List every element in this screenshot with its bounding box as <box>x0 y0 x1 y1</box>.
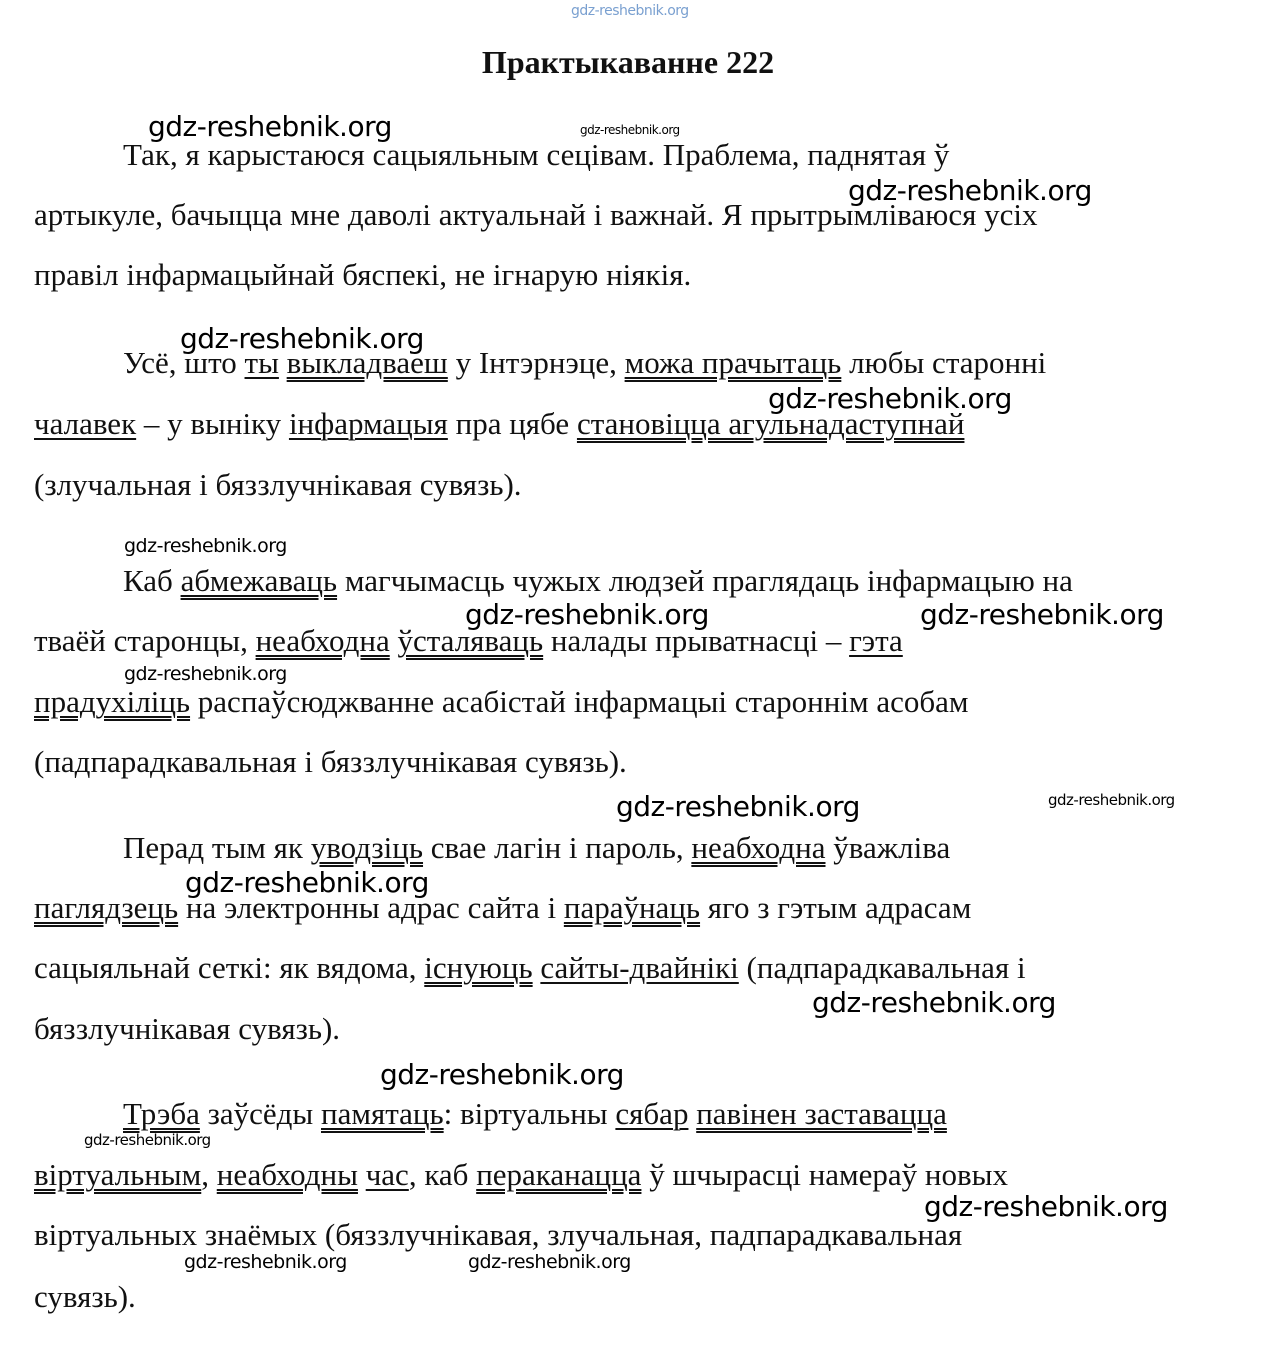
text-segment: ўважліва <box>825 830 951 865</box>
text-line <box>34 255 691 295</box>
watermark: gdz-reshebnik.org <box>580 123 680 137</box>
text-line <box>34 1009 340 1049</box>
text-line <box>34 948 1026 988</box>
text-segment: свае лагін і пароль, <box>423 830 692 865</box>
text-line <box>34 1155 1008 1195</box>
text-segment: (падпарадкавальная і бяззлучнікавая сувязь). <box>34 744 627 779</box>
predicate-underlined: памятаць <box>321 1096 444 1131</box>
subject-underlined: час <box>365 1157 409 1192</box>
text-line <box>34 1277 136 1317</box>
watermark: gdz-reshebnik.org <box>768 382 1012 415</box>
predicate-underlined: можа прачытаць <box>624 345 842 380</box>
text-segment: налады прыватнасці – <box>543 623 850 658</box>
watermark: gdz-reshebnik.org <box>84 1131 211 1149</box>
text-segment: артыкуле, бачыцца мне даволі актуальнай і важнай. Я прытрымліваюся усіх <box>34 197 1038 232</box>
watermark: gdz-reshebnik.org <box>848 174 1092 207</box>
text-line <box>34 682 969 722</box>
page-title: Практыкаванне 222 <box>481 44 775 80</box>
text-segment: сацыяльнай сеткі: як вядома, <box>34 950 425 985</box>
text-line <box>34 742 627 782</box>
subject-underlined: сайты-двайнікі <box>540 950 739 985</box>
text-line <box>34 465 522 505</box>
predicate-underlined: прадухіліць <box>34 684 191 719</box>
text-segment: распаўсюджванне асабістай інфармацыі старонні​м асобам <box>190 684 969 719</box>
predicate-underlined: выкладваеш <box>286 345 448 380</box>
watermark: gdz-reshebnik.org <box>812 986 1056 1019</box>
watermark: gdz-reshebnik.org <box>924 1190 1168 1223</box>
text-segment: у Інтэрнэце, <box>447 345 625 380</box>
text-segment: – у выніку <box>136 406 289 441</box>
predicate-underlined: віртуальным <box>34 1157 202 1192</box>
predicate-underlined: пераканацца <box>476 1157 642 1192</box>
text-segment: тваёй старонцы, <box>34 623 256 658</box>
predicate-underlined: павінен заставацца <box>696 1096 947 1131</box>
text-segment: : віртуальны <box>443 1096 616 1131</box>
predicate-underlined: неабходна <box>691 830 826 865</box>
text-line <box>34 888 971 928</box>
watermark: gdz-reshebnik.org <box>124 663 287 685</box>
watermark: gdz-reshebnik.org <box>920 598 1164 631</box>
text-segment: Каб <box>123 563 181 598</box>
text-segment: бяззлучнікавая сувязь). <box>34 1011 341 1046</box>
watermark: gdz-reshebnik.org <box>148 110 392 143</box>
predicate-underlined: паглядзець <box>34 890 179 925</box>
text-segment: на электронны адрас сайта і <box>178 890 564 925</box>
text-line <box>123 1094 947 1134</box>
text-segment: Перад тым як <box>123 830 311 865</box>
watermark: gdz-reshebnik.org <box>124 535 287 557</box>
text-line <box>123 561 1073 601</box>
predicate-underlined: неабходна <box>255 623 390 658</box>
text-segment: , каб <box>408 1157 477 1192</box>
predicate-underlined: абмежаваць <box>180 563 338 598</box>
text-segment: ў шчырасці намераў новых <box>641 1157 1008 1192</box>
watermark: gdz-reshebnik.org <box>185 866 429 899</box>
text-segment: (злучальная і бяззлучнікавая сувязь). <box>34 467 522 502</box>
text-segment: сувязь). <box>34 1279 136 1314</box>
watermark: gdz-reshebnik.org <box>380 1058 624 1091</box>
predicate-underlined: становіцца агульнадаступнай <box>576 406 965 441</box>
subject-underlined: чалавек <box>34 406 137 441</box>
text-segment: магчымасць чужых людзей праглядаць інфармацыю на <box>337 563 1073 598</box>
watermark: gdz-reshebnik.org <box>180 322 424 355</box>
text-segment: , <box>201 1157 217 1192</box>
text-segment: Так, я карыстаюся сацыяльным сецівам. Праблема, паднятая ў <box>123 137 950 172</box>
watermark: gdz-reshebnik.org <box>571 3 689 19</box>
text-segment <box>358 1157 366 1192</box>
watermark: gdz-reshebnik.org <box>1048 791 1175 809</box>
text-segment: любы староннi <box>841 345 1047 380</box>
watermark: gdz-reshebnik.org <box>184 1251 347 1273</box>
predicate-underlined: Трэба <box>123 1096 200 1131</box>
watermark: gdz-reshebnik.org <box>616 790 860 823</box>
predicate-underlined: існуюць <box>424 950 533 985</box>
subject-underlined: ты <box>244 345 279 380</box>
text-segment: (падпарадкавальная і <box>738 950 1026 985</box>
watermark: gdz-reshebnik.org <box>468 1251 631 1273</box>
subject-underlined: гэта <box>849 623 903 658</box>
predicate-underlined: неабходны <box>216 1157 358 1192</box>
text-segment: пра цябе <box>447 406 577 441</box>
watermark: gdz-reshebnik.org <box>465 598 709 631</box>
text-segment: правіл інфармацыйнай бяспекі, не ігнарую ніякія. <box>34 257 692 292</box>
text-line <box>34 1215 962 1255</box>
subject-underlined: сябар <box>615 1096 689 1131</box>
predicate-underlined: параўнаць <box>563 890 701 925</box>
predicate-underlined: ўсталяваць <box>397 623 544 658</box>
subject-underlined: інфармацыя <box>288 406 448 441</box>
text-segment: заўсёды <box>199 1096 321 1131</box>
text-segment: Усё, што <box>123 345 245 380</box>
text-segment: яго з гэтым адрасам <box>700 890 972 925</box>
predicate-underlined: уводзіць <box>310 830 424 865</box>
text-line <box>123 828 950 868</box>
text-segment: віртуальных знаёмых (бяззлучнікавая, злучальная, падпарадкавальная <box>34 1217 963 1252</box>
